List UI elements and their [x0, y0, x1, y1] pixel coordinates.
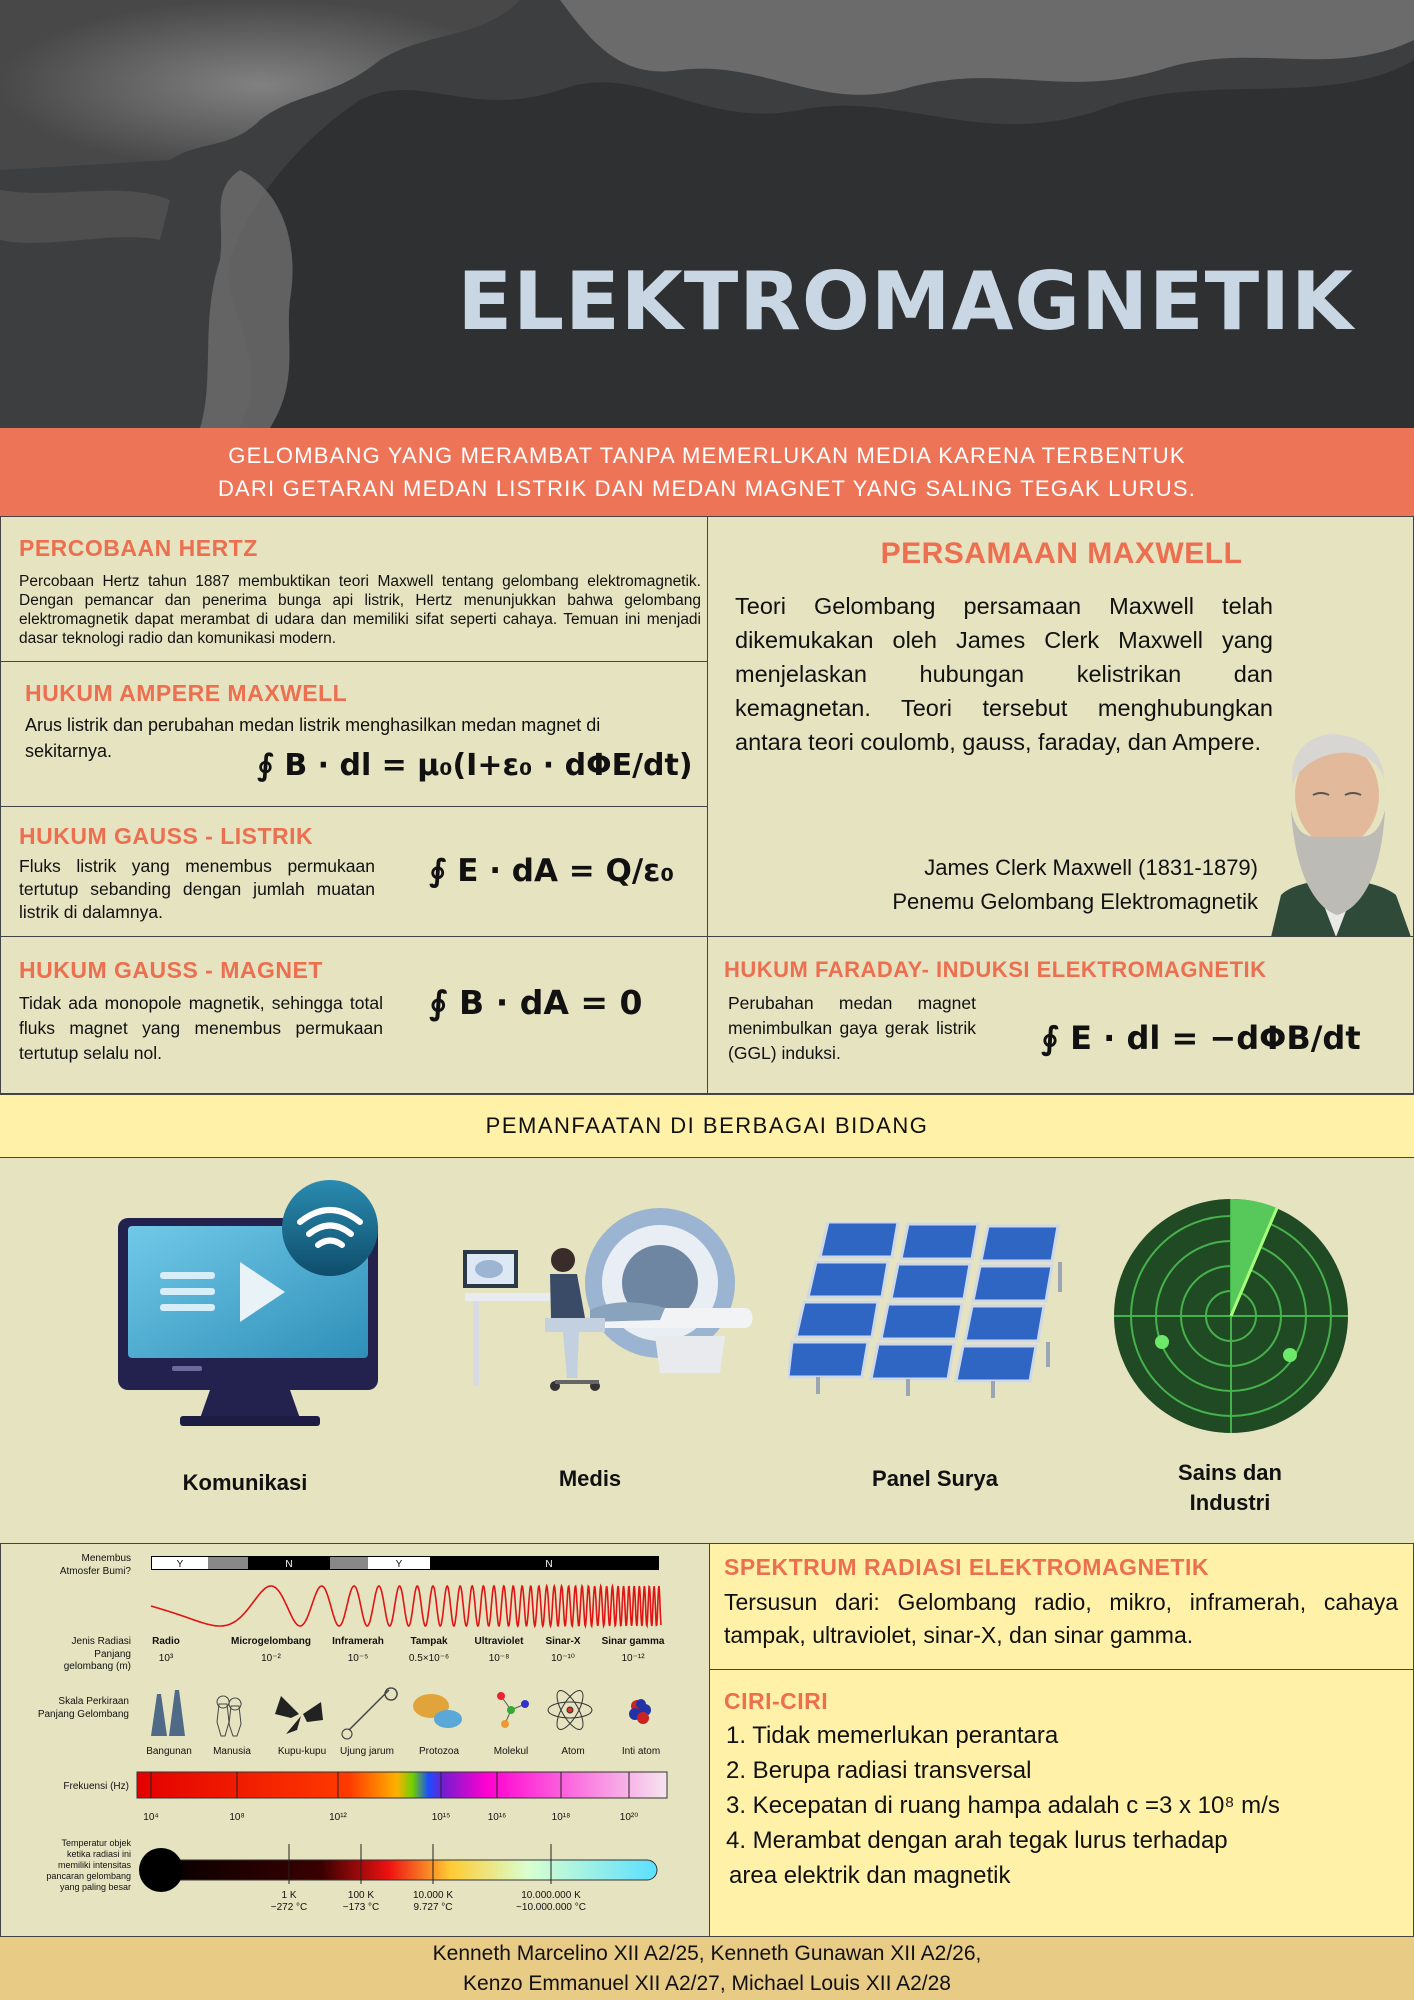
temperature-kelvin-label: 10.000.000 K [521, 1890, 581, 1901]
radar-icon [1114, 1199, 1348, 1433]
butterfly-icon [275, 1696, 323, 1734]
usage-label-komunikasi: Komunikasi [182, 1470, 308, 1495]
temperature-celsius-label: ~10.000.000 °C [516, 1902, 586, 1913]
definition-line-1: GELOMBANG YANG MERAMBAT TANPA MEMERLUKAN MEDIA KARENA TERBENTUK [228, 443, 1186, 468]
temperature-bar [141, 1860, 657, 1880]
definition-line-2: DARI GETARAN MEDAN LISTRIK DAN MEDAN MAGNET YANG SALING TEGAK LURUS. [217, 476, 1197, 501]
page-title: ELEKTROMAGNETIK [457, 255, 1354, 348]
row-label-wl-2: gelombang (m) [63, 1661, 131, 1672]
atmos-partial-segment [208, 1557, 248, 1569]
mri-scanner-icon [455, 1198, 755, 1408]
gauss-magnet-text: Tidak ada monopole magnetik, sehingga total fluks magnet yang menembus permukaan tertutup selalu nol. [19, 993, 383, 1063]
frequency-label: 10¹⁶ [487, 1812, 507, 1823]
gauss-magnet-formula: ∮ B · dA = 0 [429, 983, 643, 1022]
temperature-kelvin-label: 1 K [281, 1890, 297, 1901]
temperature-celsius-label: −173 °C [342, 1902, 380, 1913]
building-icon [151, 1690, 185, 1736]
hertz-section [0, 516, 708, 662]
row-label-temp: pancaran gelombang [46, 1871, 131, 1881]
ciri-section [709, 1669, 1414, 1937]
temperature-kelvin-label: 100 K [347, 1890, 375, 1901]
ampere-title: HUKUM AMPERE MAXWELL [25, 680, 348, 706]
frequency-label: 10¹² [329, 1812, 347, 1823]
frequency-label: 10¹⁵ [431, 1812, 451, 1823]
faraday-title: HUKUM FARADAY- INDUKSI ELEKTROMAGNETIK [724, 957, 1267, 982]
spektrum-text: Tersusun dari: Gelombang radio, mikro, inframerah, cahaya tampak, ultraviolet, sinar-X, dan sinar gamma. [724, 1589, 1398, 1648]
ciri-list [726, 1718, 1280, 1893]
frequency-label: 10¹⁸ [551, 1812, 571, 1823]
frequency-label: 10⁸ [229, 1812, 245, 1823]
maxwell-text: Teori Gelombang persamaan Maxwell telah dikemukakan oleh James Clerk Maxwell yang menjelaskan hubungan kelistrikan dan kemagnetan. Teori tersebut menghubungkan antara teori coulomb, gauss, faraday, dan Ampere. [735, 593, 1273, 755]
row-label-freq: Frekuensi (Hz) [63, 1781, 129, 1792]
usage-label-medis: Medis [558, 1466, 622, 1491]
molecule-icon [497, 1692, 529, 1728]
row-label-type: Jenis Radiasi [71, 1636, 131, 1647]
aerial-texture-image [0, 0, 1414, 428]
row-label-wl: Panjang [94, 1649, 131, 1660]
maxwell-portrait [1261, 725, 1413, 937]
footer-line-2: Kenzo Emmanuel XII A2/27, Michael Louis XII A2/28 [463, 1972, 951, 1995]
hertz-text: Percobaan Hertz tahun 1887 membuktikan teori Maxwell tentang gelombang elektromagnetik. Dengan pemancar dan penerima bunga api listrik, Hertz menunjukkan bahwa gelombang elektromagnetik dapat merambat di udara dan memiliki sifat seperti cahaya. Temuan ini menjadi dasar teknologi radio dan komunikasi modern. [19, 573, 701, 647]
radiation-type-label: Tampak [410, 1636, 448, 1647]
row-label-atmos-2: Atmosfer Bumi? [59, 1566, 131, 1577]
temperature-celsius-label: −272 °C [270, 1902, 308, 1913]
atmos-mark: Y [395, 1559, 403, 1570]
ciri-item: 4. Merambat dengan arah tegak lurus terhadap [726, 1827, 1228, 1854]
maxwell-title: PERSAMAAN MAXWELL [880, 537, 1243, 570]
needle-eye-icon [342, 1729, 352, 1739]
scale-object-label: Atom [561, 1746, 585, 1757]
gauss-magnet-title: HUKUM GAUSS - MAGNET [19, 957, 323, 983]
radiation-type-label: Sinar gamma [601, 1636, 665, 1647]
maxwell-section [707, 516, 1414, 937]
scale-object-label: Manusia [213, 1746, 251, 1757]
row-label-temp: memiliki intensitas [57, 1860, 131, 1870]
frequency-bar [137, 1772, 667, 1798]
solar-panel-icon [788, 1222, 1078, 1402]
radiation-type-label: Ultraviolet [474, 1636, 524, 1647]
wave-curve [151, 1586, 661, 1626]
usage-label-sains [1140, 1458, 1320, 1518]
footer-authors [0, 1936, 1414, 2000]
scale-object-label: Kupu-kupu [277, 1746, 327, 1757]
wavelength-label: 10⁻¹⁰ [551, 1653, 575, 1664]
usage-label-sains-line2: Industri [1189, 1490, 1271, 1515]
scale-object-label: Molekul [493, 1746, 529, 1757]
row-label-temp: yang paling besar [59, 1882, 131, 1892]
scale-object-label: Protozoa [418, 1746, 460, 1757]
maxwell-caption-role: Penemu Gelombang Elektromagnetik [892, 889, 1258, 914]
human-icon [217, 1696, 241, 1736]
scale-objects [151, 1687, 651, 1739]
gauss-listrik-section [0, 806, 708, 937]
radiation-type-label: Microgelombang [230, 1636, 312, 1647]
hero-banner [0, 0, 1414, 428]
ciri-item: 3. Kecepatan di ruang hampa adalah c =3 x 10⁸ m/s [726, 1792, 1280, 1819]
ciri-item: area elektrik dan magnetik [729, 1862, 1011, 1889]
row-label-scale: Skala Perkiraan [58, 1696, 129, 1707]
gauss-magnet-section [0, 936, 708, 1094]
protozoa-icon-2 [434, 1710, 462, 1728]
ciri-item: 1. Tidak memerlukan perantara [726, 1722, 1059, 1749]
wavelength-label: 10⁻⁸ [488, 1653, 510, 1664]
faraday-text: Perubahan medan magnet menimbulkan gaya gerak listrik (GGL) induksi. [728, 993, 976, 1063]
wavelength-label: 10³ [158, 1653, 174, 1664]
spektrum-section [709, 1543, 1414, 1670]
radiation-type-label: Sinar-X [545, 1636, 581, 1647]
wavelength-label: 10⁻¹² [621, 1653, 645, 1664]
gauss-listrik-title: HUKUM GAUSS - LISTRIK [19, 823, 314, 849]
gauss-listrik-formula: ∮ E · dA = Q/ε₀ [429, 853, 675, 889]
faraday-section [707, 936, 1414, 1094]
thermometer-bulb [139, 1848, 183, 1892]
atom-icon [548, 1687, 592, 1733]
spectrum-chart-section [0, 1543, 710, 1937]
spectrum-chart [1, 1544, 709, 1936]
ciri-item: 2. Berupa radiasi transversal [726, 1757, 1032, 1784]
footer-line-1: Kenneth Marcelino XII A2/25, Kenneth Gunawan XII A2/26, [432, 1942, 982, 1965]
atmos-mark: N [545, 1559, 553, 1570]
scale-object-label: Inti atom [621, 1746, 661, 1757]
usage-label-sains-line1: Sains dan [1178, 1460, 1282, 1485]
spektrum-title: SPEKTRUM RADIASI ELEKTROMAGNETIK [724, 1554, 1209, 1580]
ampere-section [0, 661, 708, 807]
ampere-formula: ∮ B · dl = μ₀(I+ε₀ · dΦE/dt) [257, 748, 693, 783]
usage-label-panel-surya: Panel Surya [872, 1466, 998, 1491]
frequency-label: 10²⁰ [619, 1812, 639, 1823]
radiation-type-label: Radio [152, 1636, 180, 1647]
atmos-mark: Y [176, 1559, 184, 1570]
row-label-atmos: Menembus [81, 1553, 131, 1564]
maxwell-caption-name: James Clerk Maxwell (1831-1879) [924, 855, 1258, 880]
temperature-celsius-label: 9.727 °C [413, 1902, 453, 1913]
radiation-type-label: Inframerah [332, 1636, 384, 1647]
wavelength-label: 10⁻² [261, 1653, 281, 1664]
atmos-partial-segment [330, 1557, 368, 1569]
communication-monitor-icon [110, 1180, 390, 1430]
ciri-title: CIRI-CIRI [724, 1688, 829, 1714]
row-label-temp: ketika radiasi ini [66, 1849, 131, 1859]
gauss-listrik-text: Fluks listrik yang menembus permukaan tertutup sebanding dengan jumlah muatan listrik di dalamnya. [19, 856, 375, 922]
frequency-label: 10⁴ [143, 1812, 159, 1823]
row-label-temp: Temperatur objek [61, 1838, 131, 1848]
wavelength-label: 0.5×10⁻⁶ [408, 1653, 450, 1664]
hertz-title: PERCOBAAN HERTZ [19, 535, 258, 561]
ampere-text: Arus listrik dan perubahan medan listrik menghasilkan medan magnet di sekitarnya. [25, 715, 601, 761]
usage-section [0, 1158, 1414, 1544]
temperature-kelvin-label: 10.000 K [412, 1890, 454, 1901]
wavelength-label: 10⁻⁵ [347, 1653, 369, 1664]
scale-object-label: Bangunan [146, 1746, 192, 1757]
needle-icon [349, 1688, 397, 1730]
atmos-mark: N [285, 1559, 293, 1570]
faraday-formula: ∮ E · dl = −dΦB/dt [1041, 1019, 1361, 1057]
scale-object-label: Ujung jarum [340, 1746, 394, 1757]
usage-title: PEMANFAATAN DI BERBAGAI BIDANG [0, 1094, 1414, 1158]
row-label-scale-2: Panjang Gelombang [37, 1709, 129, 1720]
nucleus-icon [629, 1699, 651, 1724]
definition-band [0, 428, 1414, 516]
maxwell-caption [748, 851, 1258, 919]
